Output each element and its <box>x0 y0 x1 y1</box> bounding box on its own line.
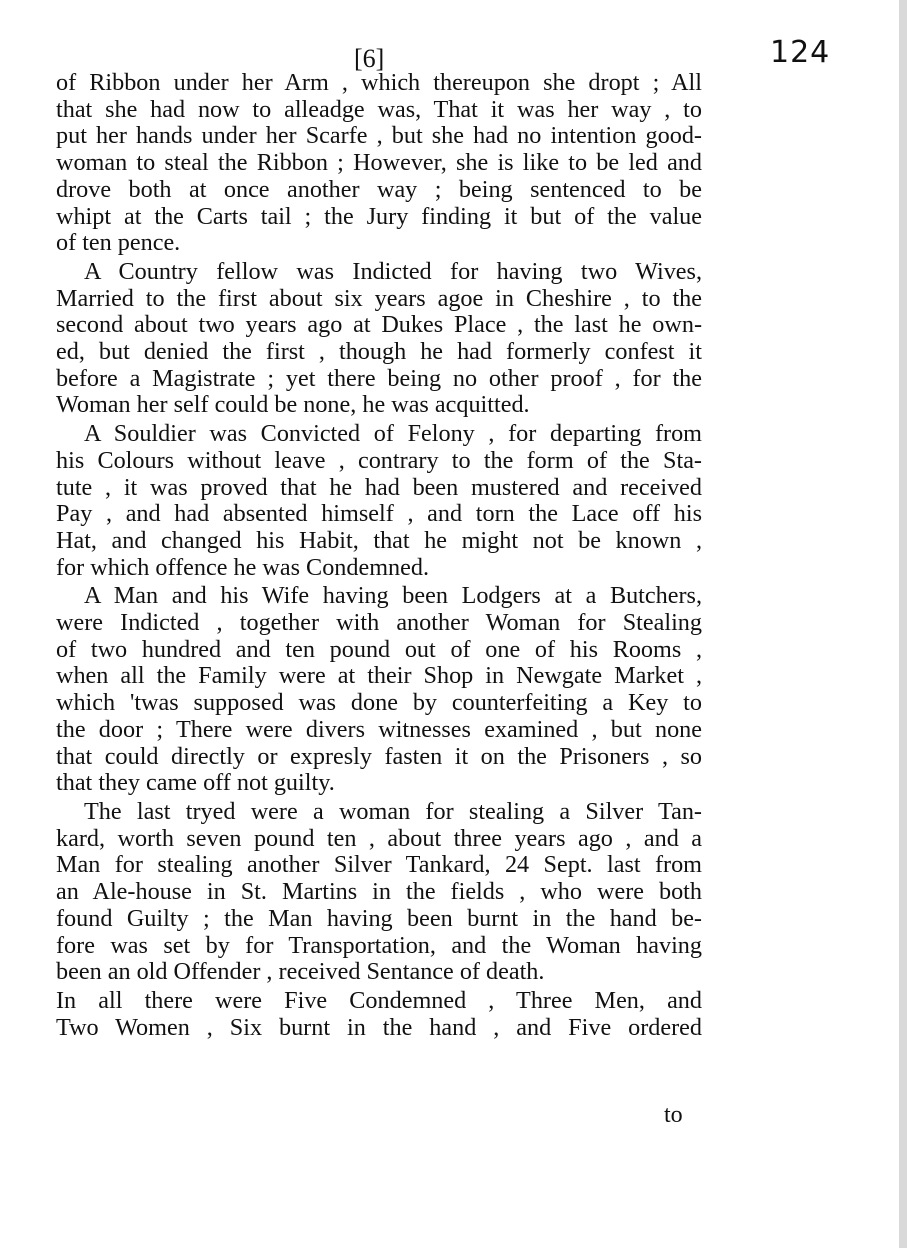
text-line: put her hands under her Scarfe , but she had no intention good- <box>56 122 702 150</box>
catchword: to <box>664 1102 683 1128</box>
text-line: woman to steal the Ribbon ; However, she is like to be led and <box>56 149 702 177</box>
text-line: A Man and his Wife having been Lodgers at a Butchers, <box>84 582 702 610</box>
text-line: Pay , and had absented himself , and torn the Lace off his <box>56 500 702 528</box>
text-line: for which offence he was Condemned. <box>56 553 429 581</box>
folio-number: 124 <box>770 35 831 70</box>
text-line: of two hundred and ten pound out of one of his Rooms , <box>56 635 702 663</box>
body-text <box>56 70 702 1041</box>
text-line: whipt at the Carts tail ; the Jury finding it but of the value <box>56 202 702 230</box>
text-line: when all the Family were at their Shop in Newgate Market , <box>56 662 702 690</box>
text-line: of Ribbon under her Arm , which thereupon she dropt ; All <box>56 69 702 96</box>
text-line: that she had now to alleadge was, That it was her way , to <box>56 95 702 123</box>
text-line: were Indicted , together with another Woman for Stealing <box>56 609 702 637</box>
paragraph-lodgers <box>56 583 702 797</box>
text-line: second about two years ago at Dukes Place , the last he own- <box>56 311 702 339</box>
text-line: before a Magistrate ; yet there being no other proof , for the <box>56 364 702 392</box>
text-line: his Colours without leave , contrary to the form of the Sta- <box>56 446 702 474</box>
text-line: that could directly or expresly fasten it on the Prisoners , so <box>56 742 702 770</box>
text-line: tute , it was proved that he had been mustered and received <box>56 473 702 501</box>
text-line: Woman her self could be none, he was acquitted. <box>56 391 530 419</box>
text-line: an Ale-house in St. Martins in the fields , who were both <box>56 878 702 906</box>
text-line: In all there were Five Condemned , Three Men, and <box>56 986 702 1014</box>
text-line: A Souldier was Convicted of Felony , for departing from <box>84 420 702 448</box>
text-line: drove both at once another way ; being sentenced to be <box>56 175 702 203</box>
text-line: of ten pence. <box>56 229 181 257</box>
text-line: found Guilty ; the Man having been burnt in the hand be- <box>56 904 702 932</box>
page-number: [6] <box>354 44 385 73</box>
text-line: ed, but denied the first , though he had formerly confest it <box>56 338 702 366</box>
text-line: fore was set by for Transportation, and the Woman having <box>56 931 702 959</box>
text-line: that they came off not guilty. <box>56 769 335 797</box>
paragraph-summary <box>56 988 702 1041</box>
text-line: Man for stealing another Silver Tankard, 24 Sept. last from <box>56 851 702 879</box>
text-line: kard, worth seven pound ten , about three years ago , and a <box>56 824 702 852</box>
paragraph-tankards <box>56 799 702 986</box>
text-line: Married to the first about six years agoe in Cheshire , to the <box>56 284 702 312</box>
text-line: which 'twas supposed was done by counterfeiting a Key to <box>56 689 702 717</box>
text-line: A Country fellow was Indicted for having two Wives, <box>84 257 702 285</box>
paragraph-ribbon <box>56 70 702 257</box>
text-line: Hat, and changed his Habit, that he might not be known , <box>56 526 702 554</box>
text-line: the door ; There were divers witnesses examined , but none <box>56 715 702 743</box>
text-line: The last tryed were a woman for stealing a Silver Tan- <box>84 797 702 825</box>
page-edge <box>899 0 907 1248</box>
paragraph-two-wives <box>56 259 702 419</box>
paragraph-souldier <box>56 421 702 581</box>
text-line: been an old Offender , received Sentance of death. <box>56 958 545 986</box>
text-line: Two Women , Six burnt in the hand , and Five ordered <box>56 1013 702 1041</box>
